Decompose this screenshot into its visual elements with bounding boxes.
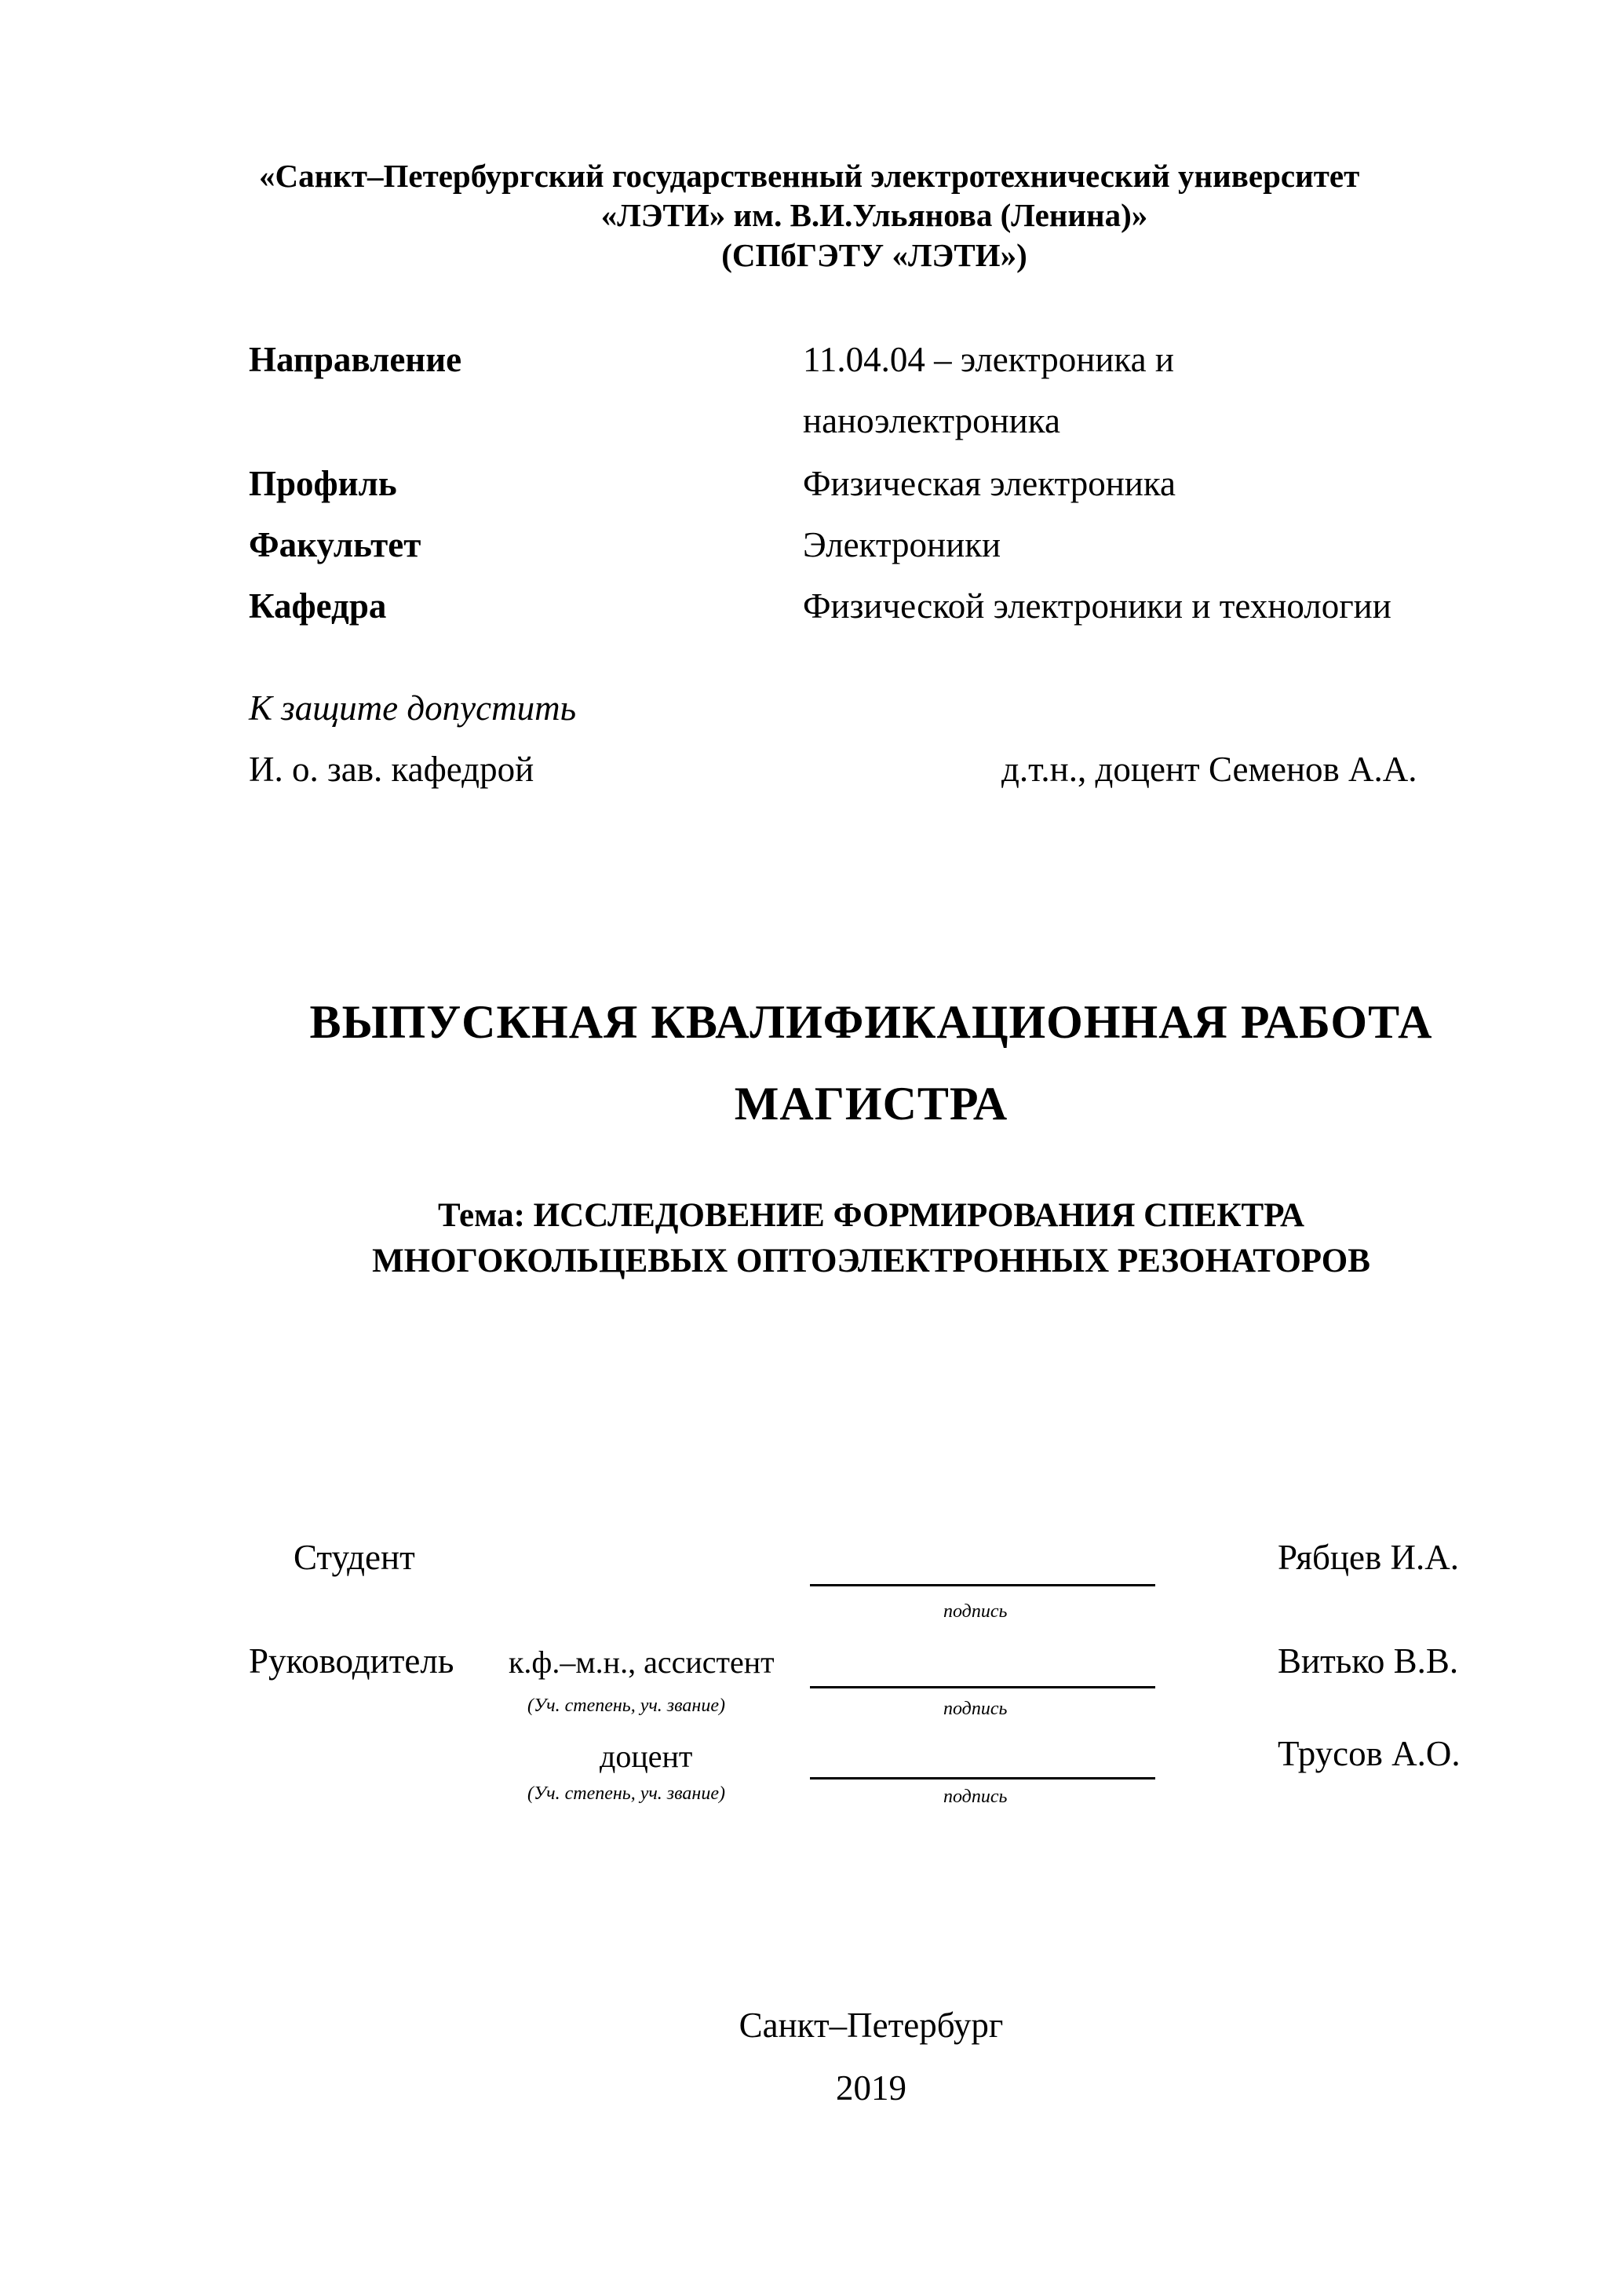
supervisor-degree: к.ф.–м.н., ассистент [509,1644,775,1680]
direction-value-cont: наноэлектроника [803,401,1060,440]
department-label: Кафедра [249,586,387,626]
approval-role: И. о. зав. кафедрой [249,750,534,789]
consultant-signature-caption: подпись [943,1787,1008,1807]
footer-city: Санкт–Петербург [739,2006,1004,2045]
profile-label: Профиль [249,464,397,503]
document-title: ВЫПУСКНАЯ КВАЛИФИКАЦИОННАЯ РАБОТА [309,996,1433,1048]
direction-value: 11.04.04 – электроника и [803,340,1174,379]
supervisor-name: Витько В.В. [1278,1641,1459,1681]
university-name-line2: «ЛЭТИ» им. В.И.Ульянова (Ленина)» [600,197,1148,233]
student-signature-caption: подпись [943,1601,1008,1622]
thesis-theme-line2: МНОГОКОЛЬЦЕВЫХ ОПТОЭЛЕКТРОННЫХ РЕЗОНАТОРОВ [372,1243,1370,1279]
direction-label: Направление [249,340,462,379]
approval-heading: К защите допустить [249,688,577,728]
approval-person: д.т.н., доцент Семенов А.А. [1001,750,1417,789]
student-role: Студент [294,1538,415,1577]
thesis-theme: Тема: ИССЛЕДОВЕНИЕ ФОРМИРОВАНИЯ СПЕКТРА [437,1197,1305,1234]
university-abbrev: (СПбГЭТУ «ЛЭТИ») [721,237,1027,273]
consultant-degree: доцент [600,1739,693,1774]
supervisor-degree-caption: (Уч. степень, уч. звание) [527,1696,725,1716]
student-signature-line [810,1584,1155,1586]
document-title-line2: МАГИСТРА [734,1078,1008,1130]
supervisor-signature-caption: подпись [943,1699,1008,1719]
consultant-signature-line [810,1777,1155,1779]
consultant-name: Трусов А.О. [1278,1734,1461,1773]
footer-year: 2019 [836,2068,906,2108]
supervisor-signature-line [810,1686,1155,1688]
faculty-value: Электроники [803,525,1001,564]
department-value: Физической электроники и технологии [803,586,1391,626]
student-name: Рябцев И.А. [1278,1538,1459,1577]
faculty-label: Факультет [249,525,421,564]
consultant-degree-caption: (Уч. степень, уч. звание) [527,1783,725,1804]
university-name: «Санкт–Петербургский государственный электротехнический университет [259,158,1360,194]
profile-value: Физическая электроника [803,464,1176,503]
supervisor-role: Руководитель [249,1641,454,1681]
